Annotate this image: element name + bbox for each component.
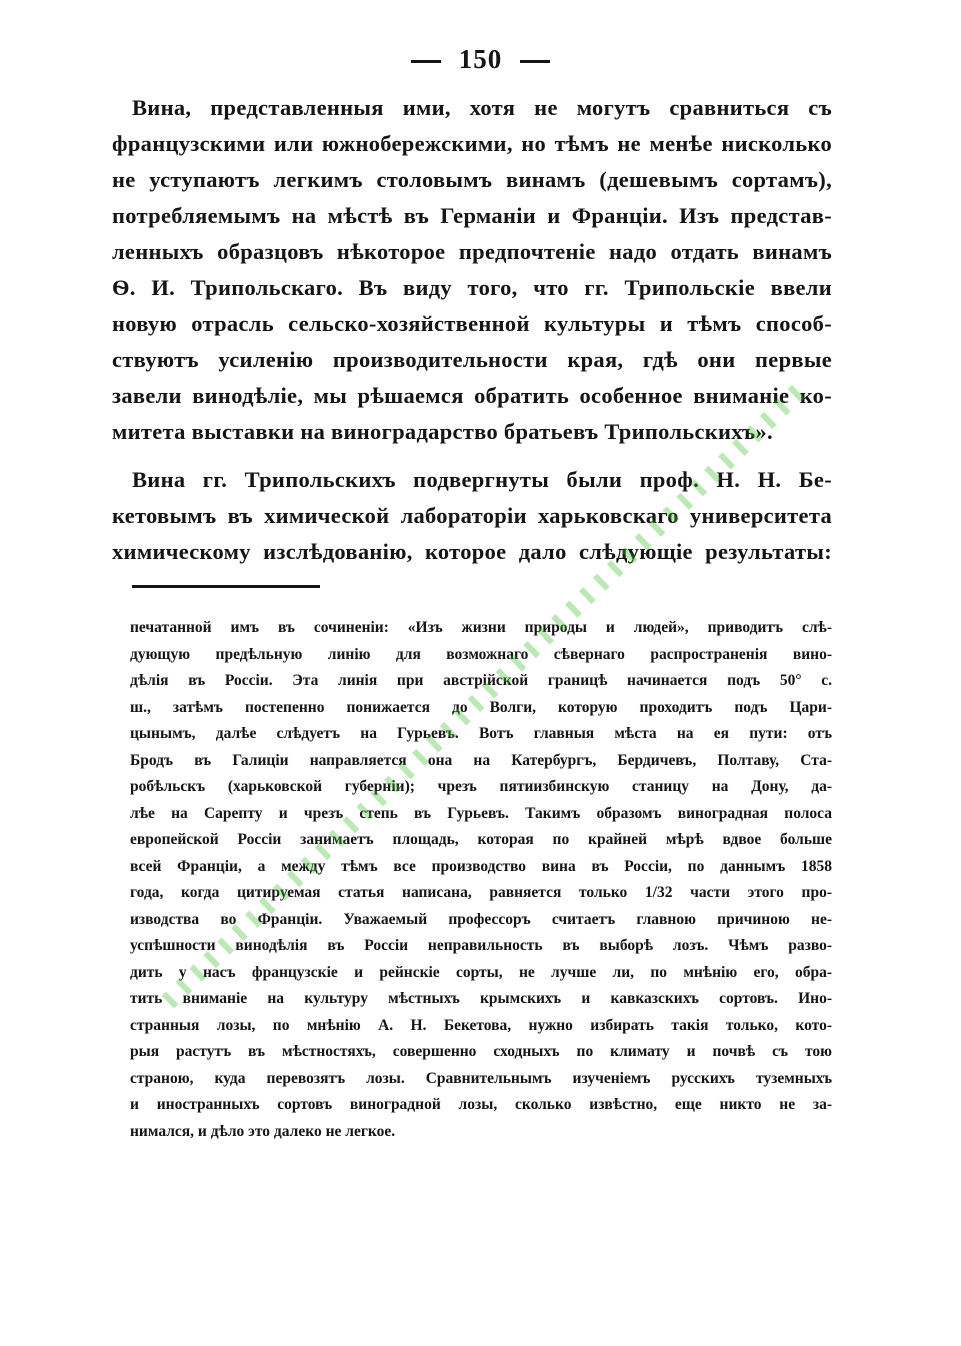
- footnote-line: дѣлія въ Россіи. Эта линія при австрійской границѣ начинается подъ 50° с.: [130, 672, 832, 689]
- watermark-dash: [579, 587, 596, 604]
- header-dash-right: [520, 60, 550, 63]
- body-line: кетовымъ въ химической лабораторіи харьковскаго университета: [112, 503, 832, 528]
- footnote-line: всей Франціи, а между тѣмъ все производство вина въ Россіи, по даннымъ 1858: [130, 857, 832, 875]
- footnote-line: странныя лозы, по мнѣнію А. Н. Бекетова, нужно избирать такія только, кото-: [130, 1016, 832, 1034]
- footnote-line: тить вниманіе на культуру мѣстныхъ крымскихъ и кавказскихъ сортовъ. Ино-: [130, 990, 832, 1007]
- footnote-line: года, когда цитируемая статья написана, равняется только 1/32 части этого про-: [130, 884, 832, 901]
- body-line: ствуютъ усиленію производительности края, гдѣ они первые: [112, 347, 832, 372]
- footnote-line: и иностранныхъ сортовъ виноградной лозы, сколько извѣстно, еще никто не за-: [130, 1096, 832, 1113]
- footnote-line: дующую предѣльную линію для возможнаго сѣвернаго распространенія вино-: [130, 645, 832, 663]
- body-line: не уступаютъ легкимъ столовымъ винамъ (дешевымъ сортамъ),: [112, 167, 832, 192]
- footnote-line: рыя растутъ въ мѣстностяхъ, совершенно сходныхъ по климату и почвѣ съ тою: [130, 1043, 832, 1060]
- body-line: Ѳ. И. Трипольскаго. Въ виду того, что гг. Трипольскіе ввели: [112, 275, 832, 300]
- watermark-dash: [593, 574, 610, 591]
- footnote-line: нимался, и дѣло это далеко не легкое.: [130, 1122, 396, 1140]
- footnote-line: печатанной имъ въ сочиненіи: «Изъ жизни природы и людей», приводитъ слѣ-: [130, 619, 832, 636]
- main-text: [112, 90, 832, 570]
- body-line: новую отрасль сельско-хозяйственной культуры и тѣмъ способ-: [112, 311, 832, 336]
- footnote-line: лѣе на Сарепту и чрезъ степь въ Гурьевъ. Такимъ образомъ виноградная полоса: [130, 804, 832, 822]
- footnote-line: изводства во Франціи. Уважаемый профессоръ считаетъ главною причиною не-: [130, 910, 832, 928]
- header-dash-left: [411, 60, 441, 63]
- footnote-line: Бродъ въ Галиціи направляется она на Катербургъ, Бердичевъ, Полтаву, Ста-: [130, 751, 832, 769]
- footnote-line: европейской Россіи занимаетъ площадь, которая по крайней мѣрѣ вдвое больше: [130, 831, 832, 848]
- footnote-line: цынымъ, далѣе слѣдуетъ на Гурьевъ. Вотъ главныя мѣста на ея пути: отъ: [130, 725, 832, 742]
- body-line: ленныхъ образцовъ нѣкоторое предпочтеніе надо отдать винамъ: [112, 239, 832, 264]
- page-header: [0, 44, 961, 75]
- footnote-line: страною, куда перевозятъ лозы. Сравнительнымъ изученіемъ русскихъ туземныхъ: [130, 1069, 832, 1087]
- body-line: завели винодѣліе, мы рѣшаемся обратить особенное вниманіе ко-: [112, 383, 832, 408]
- footnote: [130, 615, 832, 1145]
- body-line: Вина, представленныя ими, хотя не могутъ сравниться съ: [132, 95, 832, 120]
- body-line: потребляемымъ на мѣстѣ въ Германіи и Франціи. Изъ представ-: [112, 203, 832, 228]
- page-number: 150: [458, 44, 503, 74]
- footnote-line: дить у насъ французскіе и рейнскіе сорты, не лучше ли, по мнѣнію его, обра-: [130, 963, 832, 981]
- footnote-line: ш., затѣмъ постепенно понижается до Волги, которую проходитъ подъ Цари-: [130, 698, 832, 716]
- body-line: Вина гг. Трипольскихъ подвергнуты были проф. Н. Н. Бе-: [132, 467, 832, 492]
- footnote-divider: [132, 585, 320, 588]
- footnote-line: робѣльскъ (харьковской губерніи); чрезъ пятиизбинскую станицу на Дону, да-: [130, 778, 832, 795]
- body-line: митета выставки на виноградарство братьевъ Трипольскихъ».: [112, 419, 773, 444]
- footnote-line: успѣшности винодѣлія въ Россіи неправильность въ выборѣ лозъ. Чѣмъ разво-: [130, 937, 832, 954]
- body-line: химическому изслѣдованію, которое дало слѣдующіе результаты:: [112, 539, 832, 564]
- body-line: французскими или южнобережскими, но тѣмъ не менѣе нисколько: [112, 131, 832, 156]
